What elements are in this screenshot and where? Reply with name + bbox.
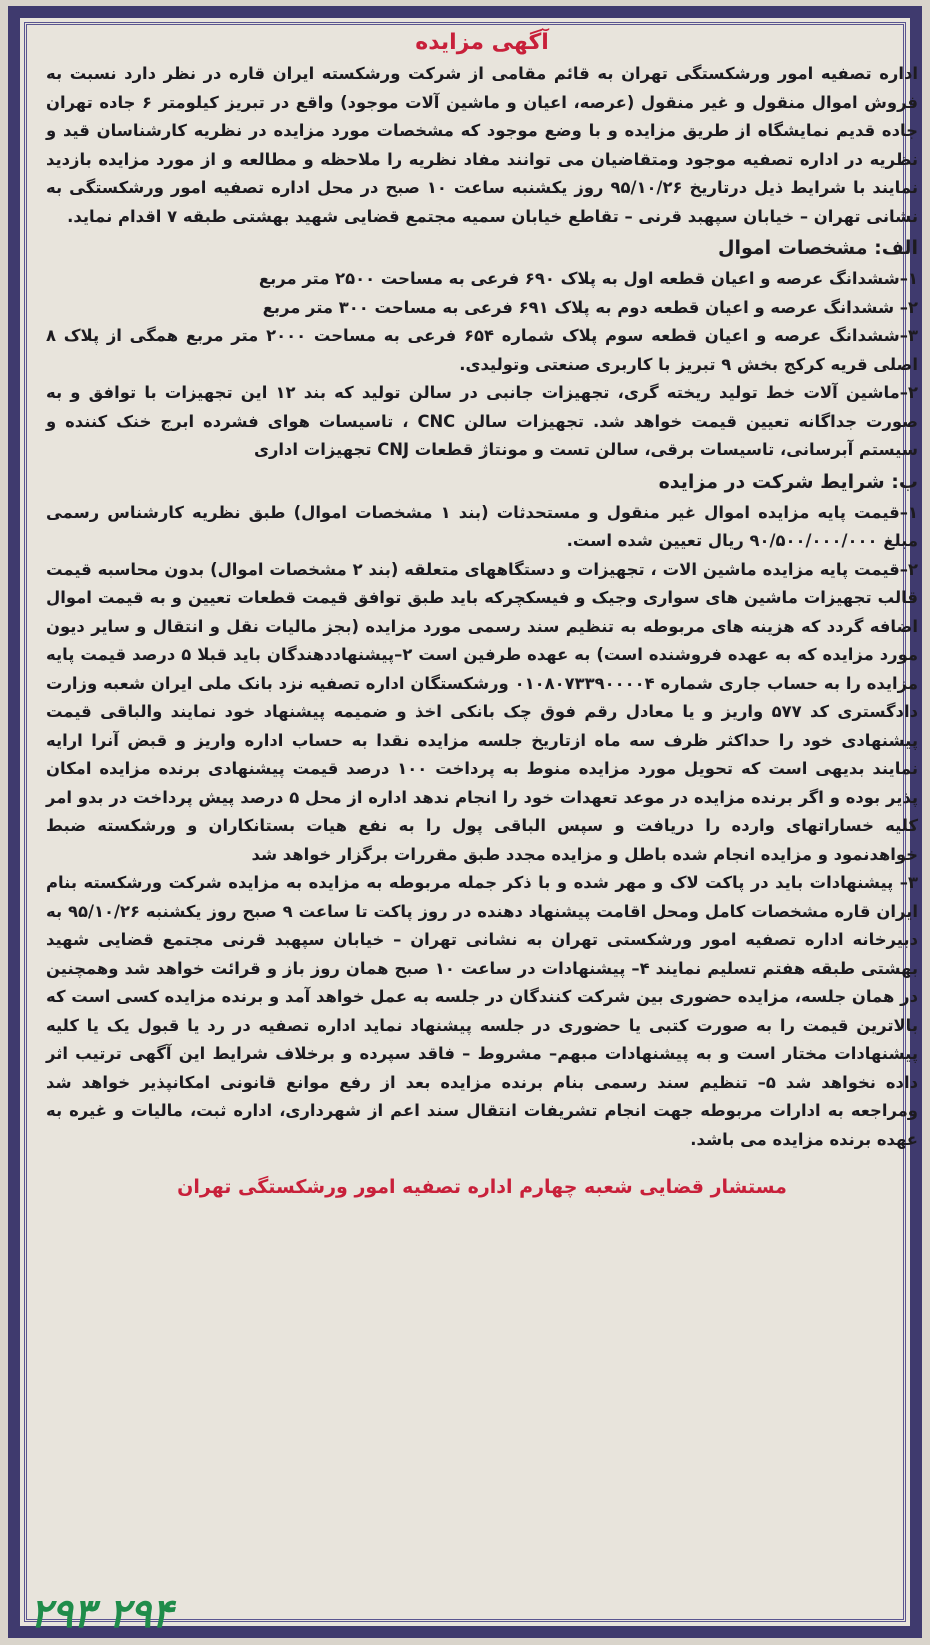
section-b-item: ۱–قیمت پایه مزایده اموال غیر منقول و مستحدثات (بند ۱ مشخصات اموال) طبق نظریه کارشناس رسمی مبلغ ۹۰/۵۰۰/۰۰۰/۰۰۰ ریال تعیین شده است. — [46, 502, 919, 550]
notice-frame — [8, 6, 922, 1638]
signature-line: مستشار قضایی شعبه چهارم اداره تصفیه امور ورشکستگی تهران — [177, 1176, 787, 1198]
section-a-item: ۱–ششدانگ عرصه و اعیان قطعه اول به پلاک ۶۹۰ فرعی به مساحت ۲۵۰۰ متر مربع — [258, 269, 918, 288]
section-a-item: ۲–ماشین آلات خط تولید ریخته گری، تجهیزات جانبی در سالن تولید که بند ۱۲ این تجهیزات با توافق و به صورت جداگانه تعیین قیمت خواهد شد. تجهیزات سالن CNC ، تاسیسات هوای فشرده ابرج خنک کننده و سیستم آبرسانی، تاسیسات برقی، سالن تست و مونتاژ قطعات CNJ تجهیزات اداری — [46, 383, 918, 459]
section-a-item: ۲– ششدانگ عرصه و اعیان قطعه دوم به پلاک ۶۹۱ فرعی به مساحت ۳۰۰ متر مربع — [262, 297, 918, 317]
section-b-item: ۳– پیشنهادات باید در پاکت لاک و مهر شده و با ذکر جمله مربوطه به مزایده به مزایده شرکت ورشکسته بنام ایران قاره مشخصات کامل ومحل اقامت پیشنهاد دهنده در روز پاکت تا ساعت ۹ صبح روز یکشنبه ۹۵/۱۰/۲۶ به دبیرخانه اداره تصفیه امور ورشکستی تهران به نشانی تهران – خیابان سپهبد قرنی مجتمع قضایی شهید بهشتی طبقه هفتم تسلیم نمایند ۴– پیشنهادات در ساعت ۱۰ صبح همان روز باز و قرائت خواهد شد وهمچنین در همان جلسه، مزایده حضوری بین شرکت کنندگان در جلسه به عمل خواهد آمد و برنده مزایده کسی است که بالاترین قیمت را به صورت کتبی یا حضوری در جلسه پیشنهاد نماید اداره تصفیه در رد یا قبول یک یا کلیه پیشنهادات مختار است و به پیشنهادات مبهم– مشروط – فاقد سپرده و برخلاف شرایط این آگهی ترتیب اثر داده نخواهد شد ۵– تنظیم سند رسمی بنام برنده مزایده بعد از رفع موانع قانونی امکانپذیر خواهد شد ومراجعه به ادارات مربوطه جهت انجام تشریفات انتقال سند اعم از شهرداری، اداره ثبت، مالیات و غیره به عهده برنده مزایده می باشد. — [46, 873, 918, 1149]
notice-title: آگهی مزایده — [415, 30, 549, 55]
section-b-item: ۲–قیمت پایه مزایده ماشین الات ، تجهیزات و دستگاههای متعلقه (بند ۲ مشخصات اموال) بدون محاسبه قیمت قالب تجهیزات ماشین های سواری وجیک و فیسکچرکه باید طبق توافق قیمت قطعات تعیین و به قیمت اموال اضافه گردد که هزینه های مربوطه به تنظیم سند رسمی مورد مزایده (بجز مالیات نقل و انتقال و سایر دیون مورد مزایده که به عهده فروشنده است) به عهده طرفین است ۲–پیشنهاددهندگان باید قبلا ۵ درصد قیمت پایه مزایده را به حساب جاری شماره ۰۱۰۸۰۷۳۳۹۰۰۰۰۴ ورشکستگان اداره تصفیه نزد بانک ملی ایران شعبه وزارت دادگستری کد ۵۷۷ واریز و یا معادل رقم فوق چک بانکی اخذ و ضمیمه پیشنهاد خود نمایند والباقی قیمت پیشنهادی خود را حداکثر ظرف سه ماه ازتاریخ جلسه مزایده نقدا به حساب اداره واریز و قبض آنرا ارایه نمایند بدیهی است که تحویل مورد مزایده منوط به پرداخت ۱۰۰ درصد قیمت پیشنهادی برنده مزایده امکان پذیر بوده و اگر برنده مزایده در موعد تعهدات خود را انجام ندهد اداره از محل ۵ درصد پیش پرداخت در بدو امر کلیه خساراتهای وارده را دریافت و سپس الباقی پول را به نفع هیات بستانکاران و ورشکسته ضبط خواهدنمود و مزایده انجام شده باطل و مزایده مجدد طبق مقررات برگزار خواهد شد — [46, 559, 919, 864]
auction-notice — [46, 28, 918, 1628]
section-a-heading: الف: مشخصات اموال — [717, 237, 918, 259]
handwritten-note: ۲۹۳ ۲۹۴ — [30, 1590, 173, 1637]
section-b-heading: ب: شرایط شرکت در مزایده — [658, 470, 918, 493]
notice-intro: اداره تصفیه امور ورشکستگی تهران به قائم مقامی از شرکت ورشکسته ایران قاره در نظر دارد نسبت به فروش اموال منقول و غیر منقول (عرصه، اعیان و ماشین آلات موجود) واقع در تبریز کیلومتر ۶ جاده تهران جاده قدیم نمایشگاه از طریق مزایده و با وضع موجود که مشخصات مورد مزایده در نظریه کارشناسان قید و نظریه در اداره تصفیه موجود ومتقاضیان می توانند مفاد نظریه را ملاحظه و مطالعه و از مورد مزایده بازدید نمایند با شرایط ذیل درتاریخ ۹۵/۱۰/۲۶ روز یکشنبه ساعت ۱۰ صبح در محل اداره تصفیه امور ورشکستگی به نشانی تهران – خیابان سپهبد قرنی – تقاطع خیابان سمیه مجتمع قضایی شهید بهشتی طبقه ۷ اقدام نماید. — [46, 64, 918, 226]
section-a-item: ۳–ششدانگ عرصه و اعیان قطعه سوم پلاک شماره ۶۵۴ فرعی به مساحت ۲۰۰۰ متر مربع همگی از پلاک ۸ اصلی قریه کرکج بخش ۹ تبریز با کاربری صنعتی وتولیدی. — [46, 326, 919, 374]
